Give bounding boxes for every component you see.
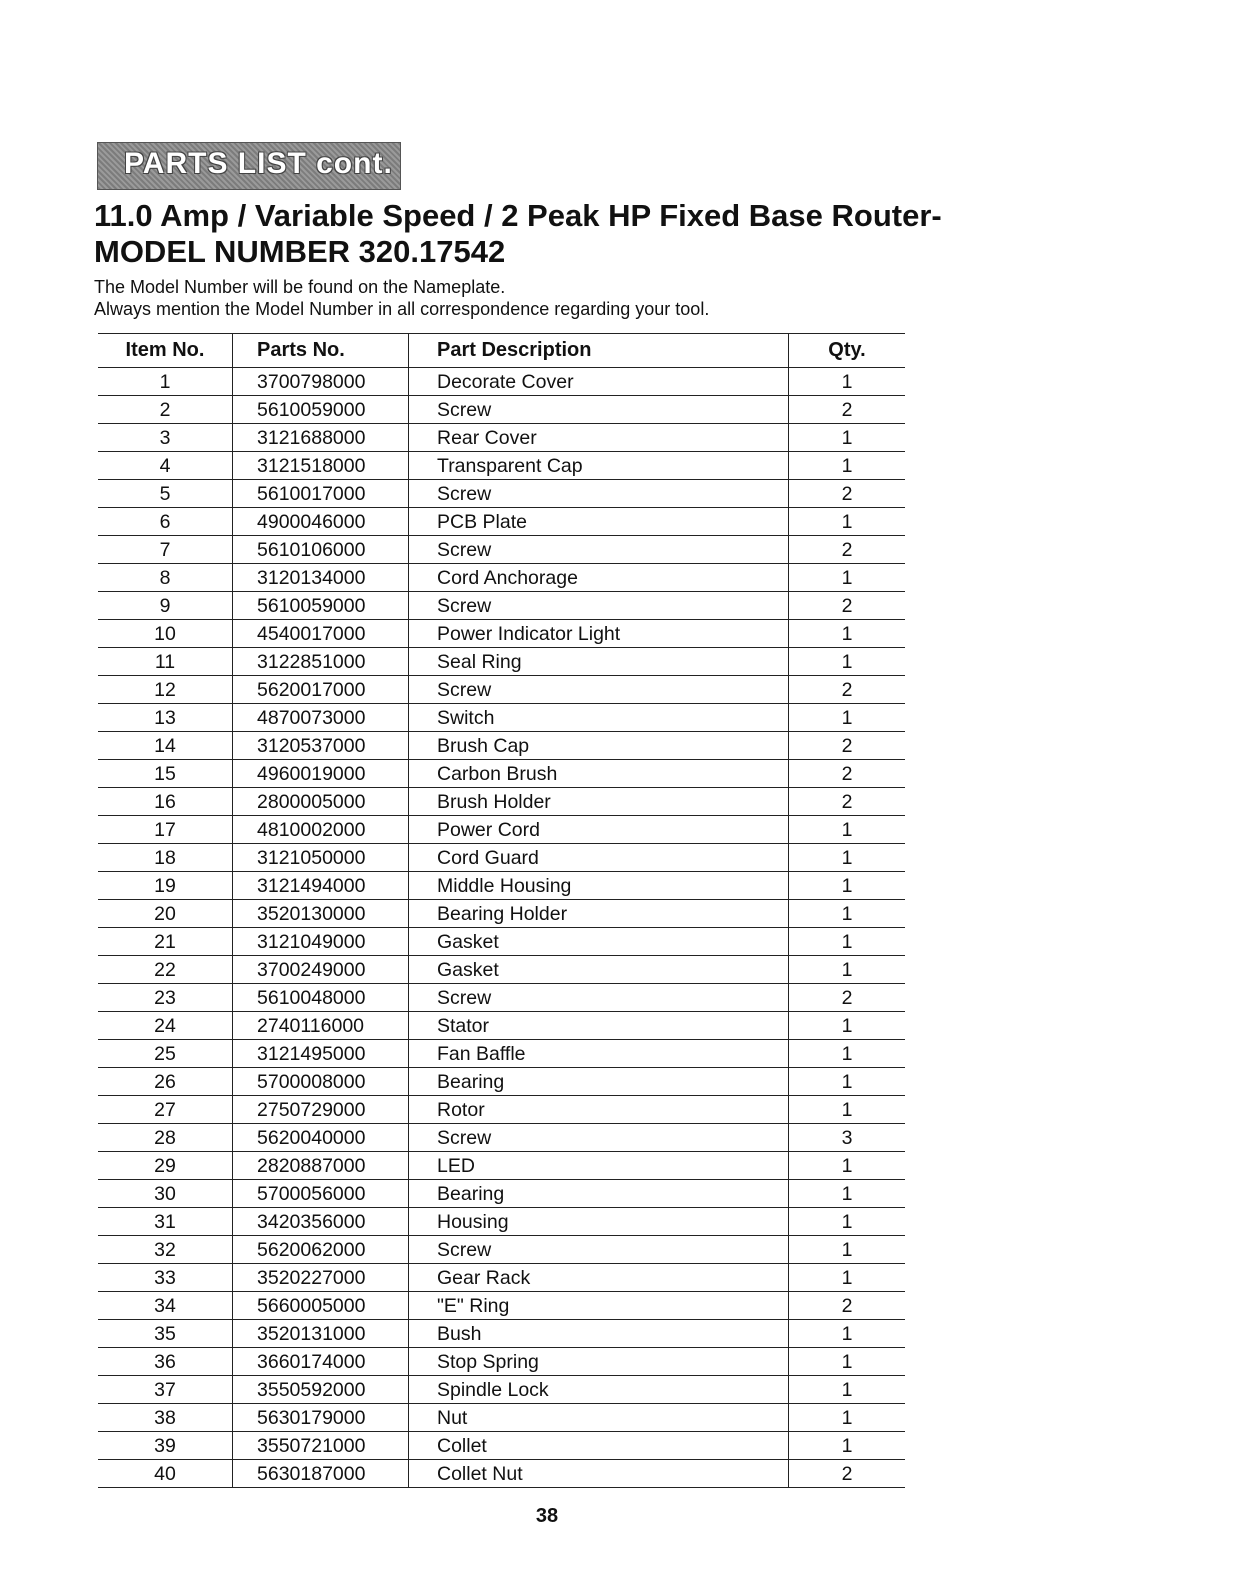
table-row bbox=[98, 704, 905, 732]
parts-no-cell: 3121050000 bbox=[233, 844, 409, 872]
parts-no-cell: 5610106000 bbox=[233, 536, 409, 564]
qty-cell: 1 bbox=[789, 816, 906, 844]
item-no-cell: 27 bbox=[98, 1096, 233, 1124]
item-no-cell: 39 bbox=[98, 1432, 233, 1460]
qty-cell: 1 bbox=[789, 424, 906, 452]
parts-no-cell: 5630179000 bbox=[233, 1404, 409, 1432]
correspondence-note: Always mention the Model Number in all correspondence regarding your tool. bbox=[94, 299, 710, 319]
parts-no-cell: 2820887000 bbox=[233, 1152, 409, 1180]
part-description-cell: Middle Housing bbox=[409, 872, 789, 900]
item-no-cell: 1 bbox=[98, 368, 233, 396]
qty-cell: 1 bbox=[789, 508, 906, 536]
qty-cell: 1 bbox=[789, 928, 906, 956]
qty-cell: 2 bbox=[789, 676, 906, 704]
parts-no-cell: 5660005000 bbox=[233, 1292, 409, 1320]
part-description-cell: Screw bbox=[409, 676, 789, 704]
qty-cell: 1 bbox=[789, 368, 906, 396]
item-no-cell: 3 bbox=[98, 424, 233, 452]
part-description-cell: Bearing bbox=[409, 1180, 789, 1208]
part-description-cell: Fan Baffle bbox=[409, 1040, 789, 1068]
qty-cell: 1 bbox=[789, 704, 906, 732]
item-no-cell: 37 bbox=[98, 1376, 233, 1404]
parts-no-cell: 4900046000 bbox=[233, 508, 409, 536]
table-row bbox=[98, 620, 905, 648]
item-no-cell: 32 bbox=[98, 1236, 233, 1264]
part-description-cell: Stop Spring bbox=[409, 1348, 789, 1376]
item-no-cell: 16 bbox=[98, 788, 233, 816]
part-description-cell: Rear Cover bbox=[409, 424, 789, 452]
part-description-cell: Seal Ring bbox=[409, 648, 789, 676]
part-description-cell: Bearing bbox=[409, 1068, 789, 1096]
qty-cell: 1 bbox=[789, 620, 906, 648]
table-row bbox=[98, 1068, 905, 1096]
table-row bbox=[98, 1012, 905, 1040]
table-row bbox=[98, 1432, 905, 1460]
header-parts-no: Parts No. bbox=[233, 334, 409, 368]
part-description-cell: Nut bbox=[409, 1404, 789, 1432]
table-row bbox=[98, 1460, 905, 1488]
table-row bbox=[98, 816, 905, 844]
parts-no-cell: 3120537000 bbox=[233, 732, 409, 760]
qty-cell: 1 bbox=[789, 564, 906, 592]
part-description-cell: "E" Ring bbox=[409, 1292, 789, 1320]
parts-no-cell: 4810002000 bbox=[233, 816, 409, 844]
item-no-cell: 17 bbox=[98, 816, 233, 844]
item-no-cell: 31 bbox=[98, 1208, 233, 1236]
page-number: 38 bbox=[535, 1505, 559, 1527]
table-row bbox=[98, 564, 905, 592]
item-no-cell: 21 bbox=[98, 928, 233, 956]
parts-no-cell: 3121495000 bbox=[233, 1040, 409, 1068]
table-row bbox=[98, 732, 905, 760]
part-description-cell: Transparent Cap bbox=[409, 452, 789, 480]
parts-no-cell: 3420356000 bbox=[233, 1208, 409, 1236]
item-no-cell: 33 bbox=[98, 1264, 233, 1292]
table-row bbox=[98, 1348, 905, 1376]
table-row bbox=[98, 536, 905, 564]
item-no-cell: 12 bbox=[98, 676, 233, 704]
item-no-cell: 14 bbox=[98, 732, 233, 760]
qty-cell: 1 bbox=[789, 956, 906, 984]
part-description-cell: Brush Holder bbox=[409, 788, 789, 816]
parts-no-cell: 3121049000 bbox=[233, 928, 409, 956]
parts-no-cell: 2750729000 bbox=[233, 1096, 409, 1124]
part-description-cell: Carbon Brush bbox=[409, 760, 789, 788]
header-qty: Qty. bbox=[789, 334, 906, 368]
parts-no-cell: 3550721000 bbox=[233, 1432, 409, 1460]
parts-no-cell: 5620040000 bbox=[233, 1124, 409, 1152]
section-banner bbox=[97, 142, 401, 190]
section-banner-label: PARTS LIST cont. bbox=[124, 147, 393, 180]
part-description-cell: Housing bbox=[409, 1208, 789, 1236]
parts-no-cell: 3550592000 bbox=[233, 1376, 409, 1404]
table-row bbox=[98, 984, 905, 1012]
part-description-cell: Power Indicator Light bbox=[409, 620, 789, 648]
item-no-cell: 28 bbox=[98, 1124, 233, 1152]
part-description-cell: Bearing Holder bbox=[409, 900, 789, 928]
qty-cell: 2 bbox=[789, 1292, 906, 1320]
part-description-cell: Screw bbox=[409, 396, 789, 424]
qty-cell: 1 bbox=[789, 1320, 906, 1348]
title-line-2: MODEL NUMBER 320.17542 bbox=[94, 234, 506, 269]
qty-cell: 2 bbox=[789, 984, 906, 1012]
item-no-cell: 4 bbox=[98, 452, 233, 480]
part-description-cell: Cord Guard bbox=[409, 844, 789, 872]
table-row bbox=[98, 1040, 905, 1068]
parts-no-cell: 3520227000 bbox=[233, 1264, 409, 1292]
item-no-cell: 15 bbox=[98, 760, 233, 788]
part-description-cell: Switch bbox=[409, 704, 789, 732]
item-no-cell: 35 bbox=[98, 1320, 233, 1348]
parts-no-cell: 3122851000 bbox=[233, 648, 409, 676]
parts-no-cell: 5610048000 bbox=[233, 984, 409, 1012]
item-no-cell: 34 bbox=[98, 1292, 233, 1320]
parts-no-cell: 3121518000 bbox=[233, 452, 409, 480]
part-description-cell: Cord Anchorage bbox=[409, 564, 789, 592]
table-row bbox=[98, 1320, 905, 1348]
parts-no-cell: 2800005000 bbox=[233, 788, 409, 816]
item-no-cell: 9 bbox=[98, 592, 233, 620]
qty-cell: 2 bbox=[789, 788, 906, 816]
item-no-cell: 26 bbox=[98, 1068, 233, 1096]
parts-table bbox=[98, 333, 905, 1488]
part-description-cell: Brush Cap bbox=[409, 732, 789, 760]
part-description-cell: Gasket bbox=[409, 956, 789, 984]
parts-no-cell: 4960019000 bbox=[233, 760, 409, 788]
item-no-cell: 10 bbox=[98, 620, 233, 648]
qty-cell: 1 bbox=[789, 1432, 906, 1460]
table-row bbox=[98, 1404, 905, 1432]
qty-cell: 1 bbox=[789, 900, 906, 928]
part-description-cell: Collet bbox=[409, 1432, 789, 1460]
table-row bbox=[98, 928, 905, 956]
part-description-cell: Decorate Cover bbox=[409, 368, 789, 396]
item-no-cell: 5 bbox=[98, 480, 233, 508]
table-row bbox=[98, 1292, 905, 1320]
parts-no-cell: 3520131000 bbox=[233, 1320, 409, 1348]
parts-no-cell: 5700056000 bbox=[233, 1180, 409, 1208]
item-no-cell: 24 bbox=[98, 1012, 233, 1040]
table-row bbox=[98, 508, 905, 536]
part-description-cell: Screw bbox=[409, 536, 789, 564]
item-no-cell: 11 bbox=[98, 648, 233, 676]
table-row bbox=[98, 956, 905, 984]
qty-cell: 2 bbox=[789, 396, 906, 424]
item-no-cell: 25 bbox=[98, 1040, 233, 1068]
parts-no-cell: 5610059000 bbox=[233, 592, 409, 620]
qty-cell: 1 bbox=[789, 1208, 906, 1236]
parts-no-cell: 2740116000 bbox=[233, 1012, 409, 1040]
table-row bbox=[98, 1376, 905, 1404]
item-no-cell: 13 bbox=[98, 704, 233, 732]
parts-no-cell: 3120134000 bbox=[233, 564, 409, 592]
parts-no-cell: 5630187000 bbox=[233, 1460, 409, 1488]
part-description-cell: PCB Plate bbox=[409, 508, 789, 536]
model-number-note: The Model Number will be found on the Nameplate. bbox=[94, 277, 506, 297]
qty-cell: 2 bbox=[789, 480, 906, 508]
qty-cell: 1 bbox=[789, 1040, 906, 1068]
parts-no-cell: 4870073000 bbox=[233, 704, 409, 732]
table-row bbox=[98, 872, 905, 900]
item-no-cell: 2 bbox=[98, 396, 233, 424]
table-header-row bbox=[98, 334, 905, 368]
table-row bbox=[98, 1180, 905, 1208]
qty-cell: 1 bbox=[789, 1236, 906, 1264]
table-row bbox=[98, 760, 905, 788]
qty-cell: 1 bbox=[789, 1012, 906, 1040]
header-item-no: Item No. bbox=[98, 334, 233, 368]
parts-no-cell: 5700008000 bbox=[233, 1068, 409, 1096]
qty-cell: 1 bbox=[789, 1096, 906, 1124]
table-row bbox=[98, 368, 905, 396]
item-no-cell: 30 bbox=[98, 1180, 233, 1208]
table-row bbox=[98, 592, 905, 620]
item-no-cell: 20 bbox=[98, 900, 233, 928]
part-description-cell: Screw bbox=[409, 592, 789, 620]
table-row bbox=[98, 424, 905, 452]
title-line-1: 11.0 Amp / Variable Speed / 2 Peak HP Fixed Base Router- bbox=[94, 198, 942, 233]
qty-cell: 1 bbox=[789, 1404, 906, 1432]
parts-no-cell: 3520130000 bbox=[233, 900, 409, 928]
qty-cell: 2 bbox=[789, 732, 906, 760]
table-row bbox=[98, 844, 905, 872]
table-row bbox=[98, 676, 905, 704]
part-description-cell: Power Cord bbox=[409, 816, 789, 844]
qty-cell: 2 bbox=[789, 592, 906, 620]
item-no-cell: 8 bbox=[98, 564, 233, 592]
qty-cell: 1 bbox=[789, 872, 906, 900]
part-description-cell: Gasket bbox=[409, 928, 789, 956]
item-no-cell: 7 bbox=[98, 536, 233, 564]
table-row bbox=[98, 1236, 905, 1264]
item-no-cell: 38 bbox=[98, 1404, 233, 1432]
qty-cell: 1 bbox=[789, 1180, 906, 1208]
item-no-cell: 29 bbox=[98, 1152, 233, 1180]
qty-cell: 1 bbox=[789, 648, 906, 676]
part-description-cell: Stator bbox=[409, 1012, 789, 1040]
parts-no-cell: 3700798000 bbox=[233, 368, 409, 396]
table-row bbox=[98, 788, 905, 816]
part-description-cell: Collet Nut bbox=[409, 1460, 789, 1488]
table-row bbox=[98, 648, 905, 676]
table-row bbox=[98, 1208, 905, 1236]
qty-cell: 1 bbox=[789, 1376, 906, 1404]
qty-cell: 1 bbox=[789, 1152, 906, 1180]
qty-cell: 1 bbox=[789, 452, 906, 480]
qty-cell: 1 bbox=[789, 1068, 906, 1096]
item-no-cell: 36 bbox=[98, 1348, 233, 1376]
parts-no-cell: 4540017000 bbox=[233, 620, 409, 648]
table-row bbox=[98, 396, 905, 424]
table-row bbox=[98, 452, 905, 480]
qty-cell: 2 bbox=[789, 536, 906, 564]
parts-no-cell: 3121688000 bbox=[233, 424, 409, 452]
part-description-cell: Screw bbox=[409, 1236, 789, 1264]
item-no-cell: 40 bbox=[98, 1460, 233, 1488]
qty-cell: 1 bbox=[789, 1348, 906, 1376]
parts-no-cell: 3660174000 bbox=[233, 1348, 409, 1376]
item-no-cell: 18 bbox=[98, 844, 233, 872]
page-title bbox=[94, 198, 942, 270]
qty-cell: 3 bbox=[789, 1124, 906, 1152]
table-row bbox=[98, 480, 905, 508]
table-row bbox=[98, 1264, 905, 1292]
table-row bbox=[98, 1152, 905, 1180]
table-row bbox=[98, 1096, 905, 1124]
parts-no-cell: 5620017000 bbox=[233, 676, 409, 704]
table-row bbox=[98, 900, 905, 928]
parts-no-cell: 5610017000 bbox=[233, 480, 409, 508]
part-description-cell: LED bbox=[409, 1152, 789, 1180]
parts-table-body bbox=[98, 368, 905, 1488]
item-no-cell: 23 bbox=[98, 984, 233, 1012]
header-part-description: Part Description bbox=[409, 334, 789, 368]
qty-cell: 2 bbox=[789, 1460, 906, 1488]
part-description-cell: Spindle Lock bbox=[409, 1376, 789, 1404]
item-no-cell: 6 bbox=[98, 508, 233, 536]
part-description-cell: Gear Rack bbox=[409, 1264, 789, 1292]
parts-no-cell: 3700249000 bbox=[233, 956, 409, 984]
parts-no-cell: 3121494000 bbox=[233, 872, 409, 900]
part-description-cell: Bush bbox=[409, 1320, 789, 1348]
qty-cell: 1 bbox=[789, 844, 906, 872]
qty-cell: 1 bbox=[789, 1264, 906, 1292]
part-description-cell: Screw bbox=[409, 984, 789, 1012]
item-no-cell: 19 bbox=[98, 872, 233, 900]
part-description-cell: Screw bbox=[409, 480, 789, 508]
parts-no-cell: 5610059000 bbox=[233, 396, 409, 424]
qty-cell: 2 bbox=[789, 760, 906, 788]
part-description-cell: Rotor bbox=[409, 1096, 789, 1124]
parts-no-cell: 5620062000 bbox=[233, 1236, 409, 1264]
item-no-cell: 22 bbox=[98, 956, 233, 984]
table-row bbox=[98, 1124, 905, 1152]
part-description-cell: Screw bbox=[409, 1124, 789, 1152]
